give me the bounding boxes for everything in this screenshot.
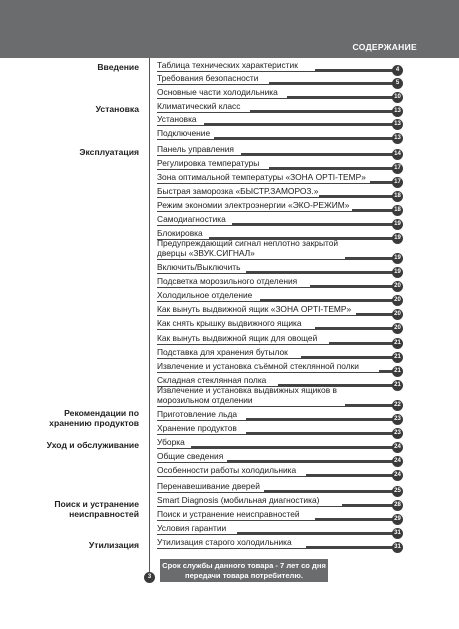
page-number-icon: 10 — [392, 92, 403, 103]
toc-leader-bar — [306, 546, 393, 549]
toc-entry[interactable] — [157, 316, 403, 330]
toc-entry[interactable] — [157, 142, 403, 156]
toc-entry-label: Приготовление льда — [157, 408, 237, 419]
toc-entry[interactable] — [157, 345, 403, 359]
toc-leader-bar — [214, 137, 393, 140]
toc-entry[interactable] — [157, 170, 403, 184]
toc-entry[interactable] — [157, 521, 403, 535]
toc-entry[interactable] — [157, 331, 403, 345]
section-label: Поиск и устранение неисправностей — [54, 499, 139, 519]
section-label: Эксплуатация — [79, 147, 139, 157]
toc-entry-label: Складная стеклянная полка — [157, 374, 267, 385]
toc-entry[interactable] — [157, 85, 403, 99]
toc-entry-label: Включить/Выключить — [157, 261, 241, 272]
page-number-icon: 24 — [392, 470, 403, 481]
toc-entry-label: Как вынуть выдвижной ящик «ЗОНА OPTI-TEMP» — [157, 303, 352, 314]
toc-entry-label: Перенавешивание дверей — [157, 480, 260, 491]
page-number-icon: 20 — [392, 281, 403, 292]
toc-entry[interactable] — [157, 126, 403, 140]
page-number-icon: 17 — [392, 177, 403, 188]
toc-entry-label: Особенности работы холодильника — [157, 464, 297, 475]
section-label: Рекомендации по хранению продуктов — [49, 408, 139, 428]
toc-entry-label: Извлечение и установка съёмной стеклянной полки — [157, 360, 359, 371]
toc-entry[interactable] — [157, 184, 403, 198]
toc-entry-label: Хранение продуктов — [157, 422, 237, 433]
toc-entry[interactable] — [157, 507, 403, 521]
toc-entry-label: Быстрая заморозка «БЫСТР.ЗАМОРОЗ.» — [157, 185, 319, 196]
page-number-icon: 21 — [392, 380, 403, 391]
page-number-icon: 19 — [392, 233, 403, 244]
toc-entry[interactable] — [157, 71, 403, 85]
toc-entry[interactable] — [157, 112, 403, 126]
toc-entry-label: Панель управления — [157, 143, 234, 154]
toc-entry[interactable] — [157, 99, 403, 113]
toc-entry-label: Самодиагностика — [157, 213, 226, 224]
toc-entry-label: Smart Diagnosis (мобильная диагностика) — [157, 494, 320, 505]
toc-entry[interactable] — [157, 274, 403, 288]
page-number-icon: 20 — [392, 323, 403, 334]
toc-entry-label: Уборка — [157, 436, 185, 447]
toc-entry[interactable] — [157, 383, 403, 407]
toc-entry-label: Зона оптимальной температуры «ЗОНА OPTI-TEMP» — [157, 171, 366, 182]
page-number-icon: 18 — [392, 191, 403, 202]
page-number-icon: 19 — [392, 219, 403, 230]
toc-entry[interactable] — [157, 449, 403, 463]
toc-entry[interactable] — [157, 302, 403, 316]
toc-entry-label: Основные части холодильника — [157, 86, 278, 97]
page-number-icon: 24 — [392, 442, 403, 453]
page-number-icon: 19 — [392, 253, 403, 264]
page-number-icon: 18 — [392, 205, 403, 216]
page-number-icon: 28 — [392, 500, 403, 511]
toc-entry[interactable] — [157, 288, 403, 302]
page-number-icon: 31 — [392, 528, 403, 539]
divider-line — [149, 58, 150, 578]
toc-entry[interactable] — [157, 463, 403, 477]
toc-entry-label: Таблица технических характеристик — [157, 59, 298, 70]
toc-entry[interactable] — [157, 212, 403, 226]
toc-entry-label: Климатический класс — [157, 100, 241, 111]
page-number-icon: 21 — [392, 338, 403, 349]
toc-entry-label: Подключение — [157, 127, 211, 138]
toc-entry[interactable] — [157, 359, 403, 373]
page-number-icon: 25 — [392, 486, 403, 497]
section-label: Установка — [95, 104, 139, 114]
section-label: Утилизация — [88, 540, 139, 550]
page-number-icon: 19 — [392, 267, 403, 278]
service-life-note: Срок службы данного товара - 7 лет со дня передачи товара потребителю. — [160, 559, 328, 582]
toc-entry-label: Предупреждающий сигнал неплотно закрытой дверцы «ЗВУК.СИГНАЛ» — [157, 238, 339, 258]
toc-entry-label: Утилизация старого холодильника — [157, 536, 292, 547]
toc-entry-label: Как вынуть выдвижной ящик для овощей — [157, 332, 318, 343]
toc-entry-label: Извлечение и установка выдвижных ящиков в морозильном отделении — [157, 385, 337, 405]
toc-entry[interactable] — [157, 236, 403, 260]
page-number-icon: 21 — [392, 352, 403, 363]
section-label: Уход и обслуживание — [46, 440, 139, 450]
toc-entry[interactable] — [157, 58, 403, 72]
toc-entry-label: Режим экономии электроэнергии «ЭКО-РЕЖИМ» — [157, 199, 350, 210]
toc-entry-label: Блокировка — [157, 227, 203, 238]
page-title: СОДЕРЖАНИЕ — [352, 42, 417, 52]
page-number-icon: 22 — [392, 400, 403, 411]
page-number-icon: 17 — [392, 163, 403, 174]
page-number-icon: 23 — [392, 414, 403, 425]
toc-entry[interactable] — [157, 421, 403, 435]
toc-entry-label: Требования безопасности — [157, 72, 259, 83]
page-number-icon: 13 — [392, 133, 403, 144]
page-number-icon: 31 — [392, 542, 403, 553]
toc-entry[interactable] — [157, 260, 403, 274]
page-number-icon: 24 — [392, 456, 403, 467]
toc-entry[interactable] — [157, 493, 403, 507]
toc-entry-label: Поиск и устранение неисправностей — [157, 508, 300, 519]
toc-entry-label: Установка — [157, 113, 197, 124]
toc-entry[interactable] — [157, 479, 403, 493]
page-number-icon: 14 — [392, 149, 403, 160]
toc-entry-label: Холодильное отделение — [157, 289, 253, 300]
toc-entry[interactable] — [157, 407, 403, 421]
toc-entry[interactable] — [157, 535, 403, 549]
page-number-badge: 3 — [144, 572, 155, 583]
toc-entry-label: Общие сведения — [157, 450, 224, 461]
page-number-icon: 29 — [392, 514, 403, 525]
toc-entry-label: Регулировка температуры — [157, 157, 260, 168]
toc-entry[interactable] — [157, 198, 403, 212]
page-number-icon: 20 — [392, 295, 403, 306]
page-number-icon: 21 — [392, 366, 403, 377]
toc-entry-label: Условия гарантии — [157, 522, 227, 533]
section-label: Введение — [97, 62, 139, 72]
toc-leader-bar — [306, 474, 393, 477]
toc-entry-label: Как снять крышку выдвижного ящика — [157, 317, 302, 328]
toc-entry-label: Подсветка морозильного отделения — [157, 275, 298, 286]
page-number-icon: 20 — [392, 309, 403, 320]
toc-entry-label: Подставка для хранения бутылок — [157, 346, 288, 357]
page-number-icon: 13 — [392, 106, 403, 117]
toc-entry[interactable] — [157, 435, 403, 449]
page-number-icon: 13 — [392, 119, 403, 130]
page-number-icon: 23 — [392, 428, 403, 439]
toc-entry[interactable] — [157, 156, 403, 170]
page-number-icon: 4 — [392, 65, 403, 76]
toc-leader-bar — [315, 327, 393, 330]
page-number-icon: 5 — [392, 78, 403, 89]
